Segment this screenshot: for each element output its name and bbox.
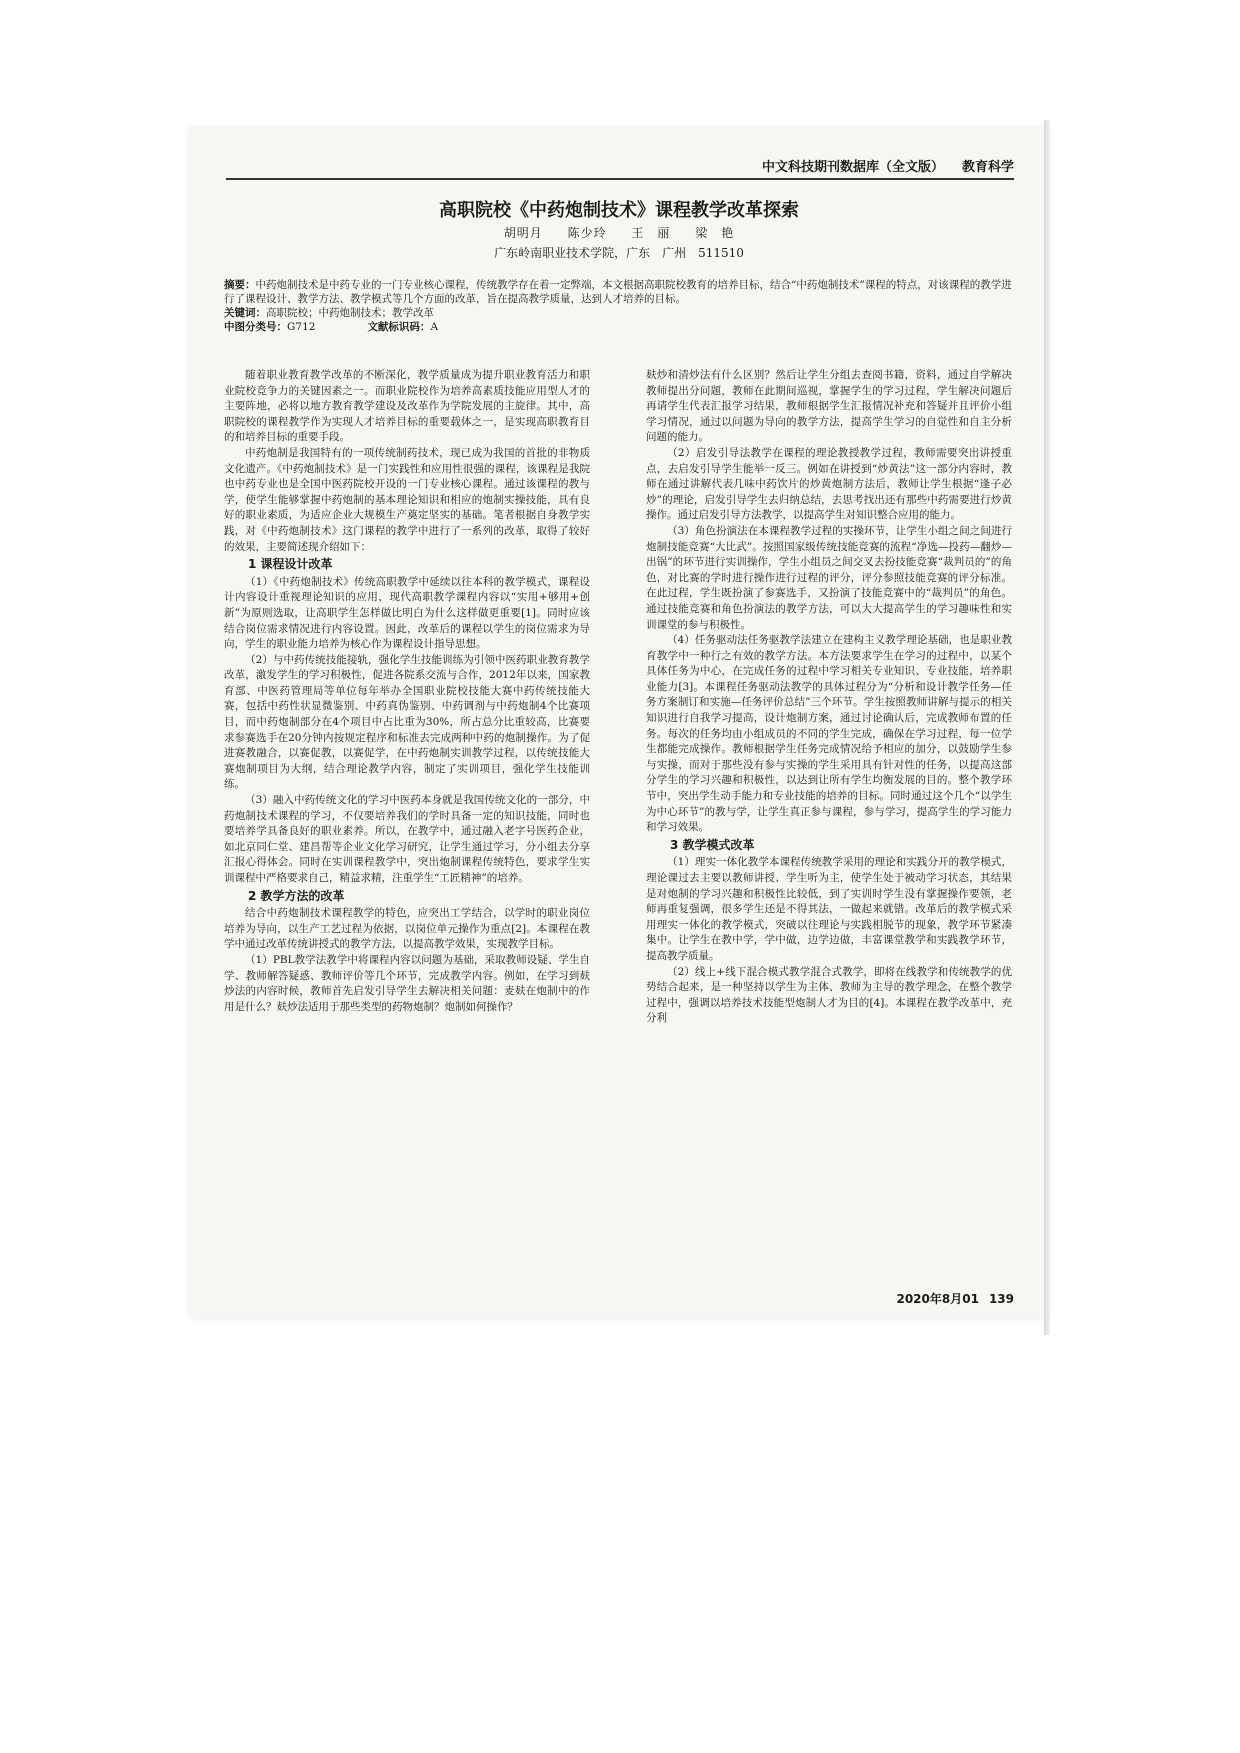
keywords-label: 关键词： (224, 307, 266, 319)
classification-value: G712 (287, 321, 316, 333)
abstract-block (224, 278, 1014, 334)
abstract-label: 摘要： (224, 279, 256, 291)
issue-date: 2020年8月01 (896, 1292, 979, 1306)
paragraph: 结合中药炮制技术课程教学的特色，应突出工学结合，以学时的职业岗位培养为导向，以生产工艺过程为依据，以岗位单元操作为重点[2]。本课程在教学中通过改革传统讲授式的教学方法，以提高教学效果，实现教学目标。 (224, 907, 590, 951)
paragraph: （4）任务驱动法任务驱教学法建立在建构主义教学理论基础，也是职业教育教学中一种行之有效的教学方法。本方法要求学生在学习的过程中，以某个具体任务为中心，在完成任务的过程中学习相关专业知识、专业技能，培养职业能力[3]。本课程任务驱动法教学的具体过程分为“分析和设计教学任务—任务方案制订和实施—任务评价总结”三个环节。学生按照教师讲解与提示的相关知识进行自我学习提高，设计炮制方案，通过讨论确认后，完成教师布置的任务。每次的任务均由小组成员的不同的学生完成，确保在学习过程，每一位学生都能完成操作。教师根据学生任务完成情况给予相应的加分，以鼓励学生参与实操，而对于那些没有参与实操的学生采用具有针对性的任务，以提高这部分学生的学习兴趣和积极性，以达到让所有学生均衡发展的目的。整个教学环节中，突出学生动手能力和专业技能的培养的目标。同时通过这个几个“以学生为中心环节”的教与学，让学生真正参与课程，参与学习，提高学生的学习能力和学习效果。 (646, 634, 1012, 834)
journal-header (226, 156, 1014, 180)
paragraph: （1）PBL教学法教学中将课程内容以问题为基础，采取教师设疑、学生自学、教师解答疑惑、教师评价等几个环节，完成教学内容。例如，在学习到麸炒法的内容时候，教师首先启发引导学生去解决相关问题：麦麸在炮制中的作用是什么？麸炒法适用于那些类型的药物炮制？炮制如何操作？ (224, 953, 590, 1013)
journal-section: 教育科学 (961, 160, 1014, 175)
paragraph: （1）《中药炮制技术》传统高职教学中延续以往本科的教学模式，课程设计内容设计重视理论知识的应用，现代高职教学课程内容以“实用+够用+创新”为原则选取，让高职学生怎样做比明白为什么这样做更重要[1]。同时应该结合岗位需求情况进行内容设置。因此，改革后的课程以学生的岗位需求为导向，学生的职业能力培养为核心作为课程设计指导思想。 (224, 575, 590, 651)
paragraph: 中药炮制是我国特有的一项传统制药技术，现已成为我国的首批的非物质文化遗产。《中药炮制技术》是一门实践性和应用性很强的课程，该课程是我院也中药专业也是全国中医药院校开设的一门专业核心课程。通过该课程的教与学，使学生能够掌握中药炮制的基本理论知识和相应的炮制实操技能，具有良好的职业素质，为适应企业大规模生产奠定坚实的基础。笔者根据自身教学实践，对《中药炮制技术》这门课程的教学中进行了一系列的改革，取得了较好的效果，主要简述现介绍如下： (224, 446, 590, 553)
page-number: 139 (988, 1292, 1014, 1306)
header-text (744, 156, 1014, 175)
keywords (224, 306, 1014, 320)
section-heading-1: 1 课程设计改革 (248, 557, 333, 572)
paragraph: （1）理实一体化教学本课程传统教学采用的理论和实践分开的教学模式，理论课过去主要以教师讲授、学生听为主，使学生处于被动学习状态，其结果是对炮制的学习兴趣和积极性比较低，到了实训时学生没有掌握操作要领，老师再重复强调，很多学生还是不得其法，一做起来就错。改革后的教学模式采用理实一体化的教学模式，突破以往理论与实践相脱节的现象，教学环节紧凑集中。让学生在教中学，学中做，边学边做，丰富课堂教学和实践教学环节，提高教学质量。 (646, 856, 1012, 962)
left-column (224, 368, 590, 1015)
paragraph: （2）启发引导法教学在课程的理论教授教学过程，教师需要突出讲授重点，去启发引导学生能举一反三。例如在讲授到“炒黄法”这一部分内容时，教师在通过讲解代表几味中药饮片的炒黄炮制方法后，教师让学生根据“逢子必炒”的理论，启发引导学生去归纳总结，去思考找出还有那些中药需要进行炒黄操作。通过启发引导方法教学，以提高学生对知识整合应用的能力。 (646, 446, 1012, 522)
paragraph: 随着职业教育教学改革的不断深化，教学质量成为提升职业教育活力和职业院校竞争力的关键因素之一。而职业院校作为培养高素质技能应用型人才的主要阵地，必将以地方教育教学建设及改革作为学院发展的主旋律。其中，高职院校的课程教学作为实现人才培养目标的重要载体之一，是实现高职教育目的和培养目标的重要手段。 (224, 369, 590, 444)
section-heading-3: 3 教学模式改革 (670, 837, 755, 852)
page-footer (886, 1290, 1014, 1307)
affiliation: 广东岭南职业技术学院，广东 广州 511510 (494, 246, 744, 260)
paragraph: （2）与中药传统技能接轨，强化学生技能训练为引领中医药职业教育教学改革，激发学生的学习积极性，促进各院系交流与合作，2012年以来，国家教育部、中医药管理局等单位每年举办全国职业院校技能大赛中药传统技能大赛，包括中药性状显微鉴别、中药真伪鉴别、中药调剂与中药炮制4个比赛项目，而中药炮制部分在4个项目中占比重为30%，所占总分比重较高，比赛要求参赛选手在20分钟内按规定程序和标准去完成两种中药的炮制操作。为了促进赛教融合，以赛促教，以赛促学，在中药炮制实训教学过程，以传统技能大赛炮制项目为大纲，结合理论教学内容，制定了实训项目，强化学生技能训练。 (224, 653, 590, 791)
author: 王 丽 (631, 226, 671, 240)
paragraph: （2）线上+线下混合模式教学混合式教学，即将在线教学和传统教学的优势结合起来，是一种坚持以学生为主体、教师为主导的教学理念，在整个教学过程中，强调以培养技术技能型炮制人才为目的[4]。本课程在教学改革中，充分利 (646, 965, 1012, 1025)
scan-shadow-edge (1044, 120, 1050, 1335)
paragraph: （3）角色扮演法在本课程教学过程的实操环节，让学生小组之间之间进行炮制技能竞赛“大比武”。按照国家级传统技能竞赛的流程“净选—投药—翻炒—出锅”的环节进行实训操作，学生小组员之间交叉去扮技能竞赛“裁判员的”的角色，对比赛的学时进行操作进行过程的评分，评分参照技能竞赛的评分标准。在此过程，学生既扮演了参赛选手，又扮演了技能竞赛中的“裁判员”的角色。通过技能竞赛和角色扮演法的教学方法，可以大大提高学生的学习趣味性和实训课堂的参与积极性。 (646, 524, 1012, 631)
author: 梁 艳 (695, 226, 735, 240)
doc-code-value: A (430, 321, 439, 333)
right-column (646, 368, 1012, 1027)
author-list (190, 224, 1048, 241)
keywords-text: 高职院校；中药炮制技术；教学改革 (266, 307, 434, 319)
abstract (224, 278, 1014, 306)
scanned-page (190, 128, 1048, 1318)
article-title: 高职院校《中药炮制技术》课程教学改革探索 (439, 200, 799, 221)
doc-code-label: 文献标识码： (367, 321, 431, 333)
abstract-text: 中药炮制技术是中药专业的一门专业核心课程，传统教学存在着一定弊端，本文根据高职院校教育的培养目标，结合“中药炮制技术”课程的特点，对该课程的教学进行了课程设计、教学方法、教学模式等几个方面的改革，旨在提高教学质量，达到人才培养的目标。 (224, 279, 1012, 305)
classification-label: 中图分类号： (224, 321, 287, 333)
author: 陈少玲 (567, 226, 607, 240)
journal-name: 中文科技期刊数据库（全文版） (761, 160, 944, 175)
paragraph: 麸炒和清炒法有什么区别？然后让学生分组去查阅书籍，资料，通过自学解决教师提出分问题，教师在此期间巡视，掌握学生的学习过程，学生解决问题后再请学生代表汇报学习结果，教师根据学生汇报情况补充和答疑并且评价小组学习情况，通过以问题为导向的教学方法，提高学生学习的自觉性和自主分析问题的能力。 (646, 369, 1012, 444)
classification-row (224, 320, 1014, 334)
author: 胡明月 (503, 226, 543, 240)
section-heading-2: 2 教学方法的改革 (248, 888, 345, 903)
paragraph: （3）融入中药传统文化的学习中医药本身就是我国传统文化的一部分，中药炮制技术课程的学习，不仅要培养我们的学时具备一定的知识技能，同时也要培养学具备良好的职业素养。所以，在教学中，通过融入老字号医药企业，如北京同仁堂、建昌帮等企业文化学习研究，让学生通过学习，分小组去分享汇报心得体会。同时在实训课程教学中，突出炮制课程传统特色，要求学生实训课程中严格要求自己，精益求精，注重学生“工匠精神”的培养。 (224, 794, 590, 884)
